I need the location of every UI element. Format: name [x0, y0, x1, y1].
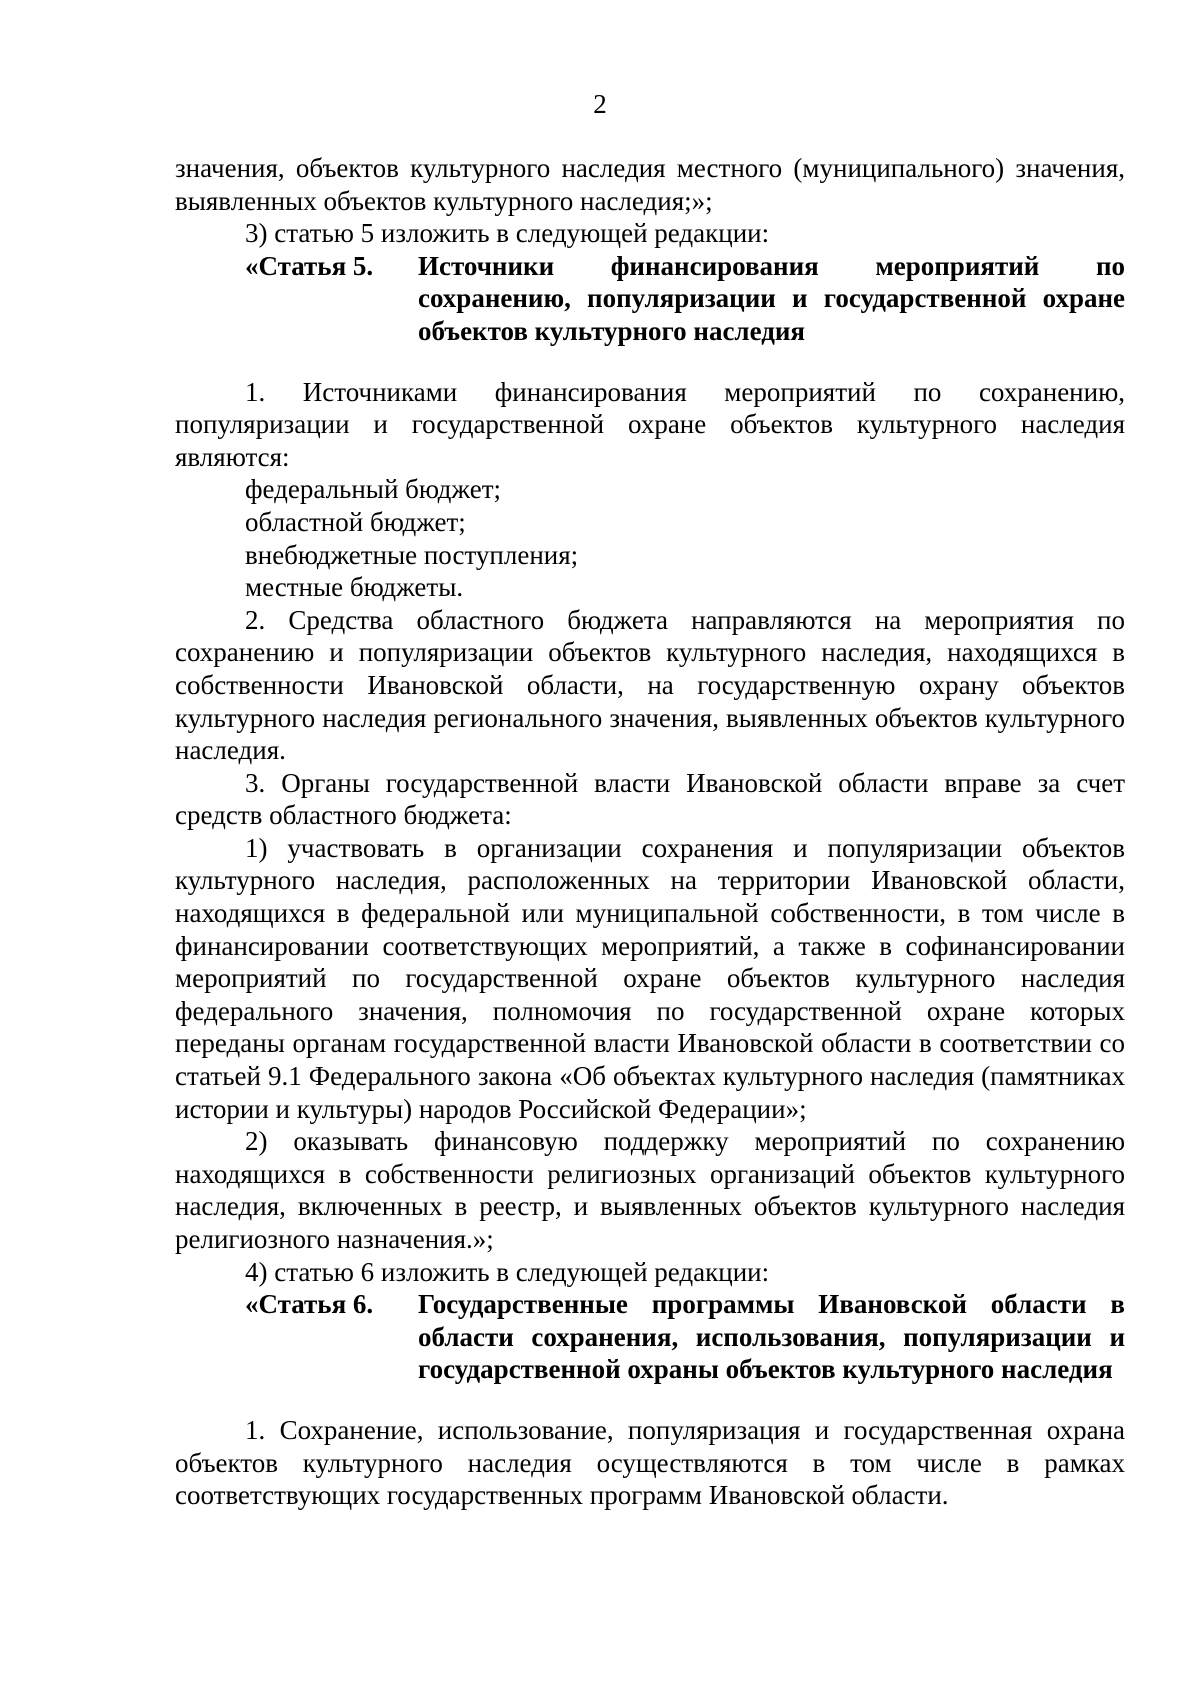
paragraph-item-4: 4) статью 6 изложить в следующей редакции: — [245, 1256, 770, 1287]
paragraph-5-3-1: 1) участвовать в организации сохранения и популяризации объектов культурного наследия, расположенных на территории Ивановской области, находящихся в федеральной или муниципальной собственности, в том числе в финансировании соответствующих мероприятий, а также в софинансировании мероприятий по государственной охране объектов культурного наследия федерального значения, полномочия по государственной охране которых переданы органам государственной власти Ивановской области в соответствии со статьей 9.1 Федерального закона «Об объектах культурного наследия (памятниках истории и культуры) народов Российской Федерации»; — [175, 832, 1125, 1124]
page-number: 2 — [593, 89, 607, 119]
paragraph-continuation: значения, объектов культурного наследия местного (муниципального) значения, выявленных объектов культурного наследия;»; — [175, 153, 1125, 216]
list-item: местные бюджеты. — [245, 572, 464, 603]
article-6-number: «Статья 6. — [245, 1289, 374, 1320]
paragraph-6-1: 1. Сохранение, использование, популяризация и государственная охрана объектов культурного наследия осуществляются в том числе в рамках соответствующих государственных программ Ивановской области. — [175, 1414, 1125, 1511]
paragraph-5-3: 3. Органы государственной власти Ивановской области вправе за счет средств областного бюджета: — [175, 767, 1125, 831]
list-item: областной бюджет; — [245, 506, 466, 537]
spacer — [175, 348, 1125, 376]
paragraph-5-3-2: 2) оказывать финансовую поддержку мероприятий по сохранению находящихся в собственности религиозных организаций объектов культурного наследия, включенных в реестр, и выявленных объектов культурного наследия религиозного назначения.»; — [175, 1126, 1125, 1254]
paragraph-5-2: 2. Средства областного бюджета направляются на мероприятия по сохранению и популяризации объектов культурного наследия, находящихся в собственности Ивановской области, на государственную охрану объектов культурного наследия регионального значения, выявленных объектов культурного наследия. — [175, 604, 1125, 766]
article-5-title: Источники финансирования мероприятий по сохранению, популяризации и государственной охране объектов культурного наследия — [418, 250, 1125, 346]
paragraph-5-1: 1. Источниками финансирования мероприятий по сохранению, популяризации и государственной охране объектов культурного наследия являются: — [175, 376, 1125, 472]
article-5-heading — [175, 250, 1125, 348]
article-6-heading — [175, 1288, 1125, 1386]
list-item: внебюджетные поступления; — [245, 539, 579, 570]
paragraph-item-3: 3) статью 5 изложить в следующей редакции: — [245, 218, 770, 249]
article-5-number: «Статья 5. — [245, 250, 374, 281]
spacer — [175, 1386, 1125, 1414]
document-body — [175, 152, 1125, 1512]
list-item: федеральный бюджет; — [245, 474, 501, 505]
article-6-title: Государственные программы Ивановской области в области сохранения, использования, популяризации и государственной охраны объектов культурного наследия — [418, 1289, 1125, 1385]
